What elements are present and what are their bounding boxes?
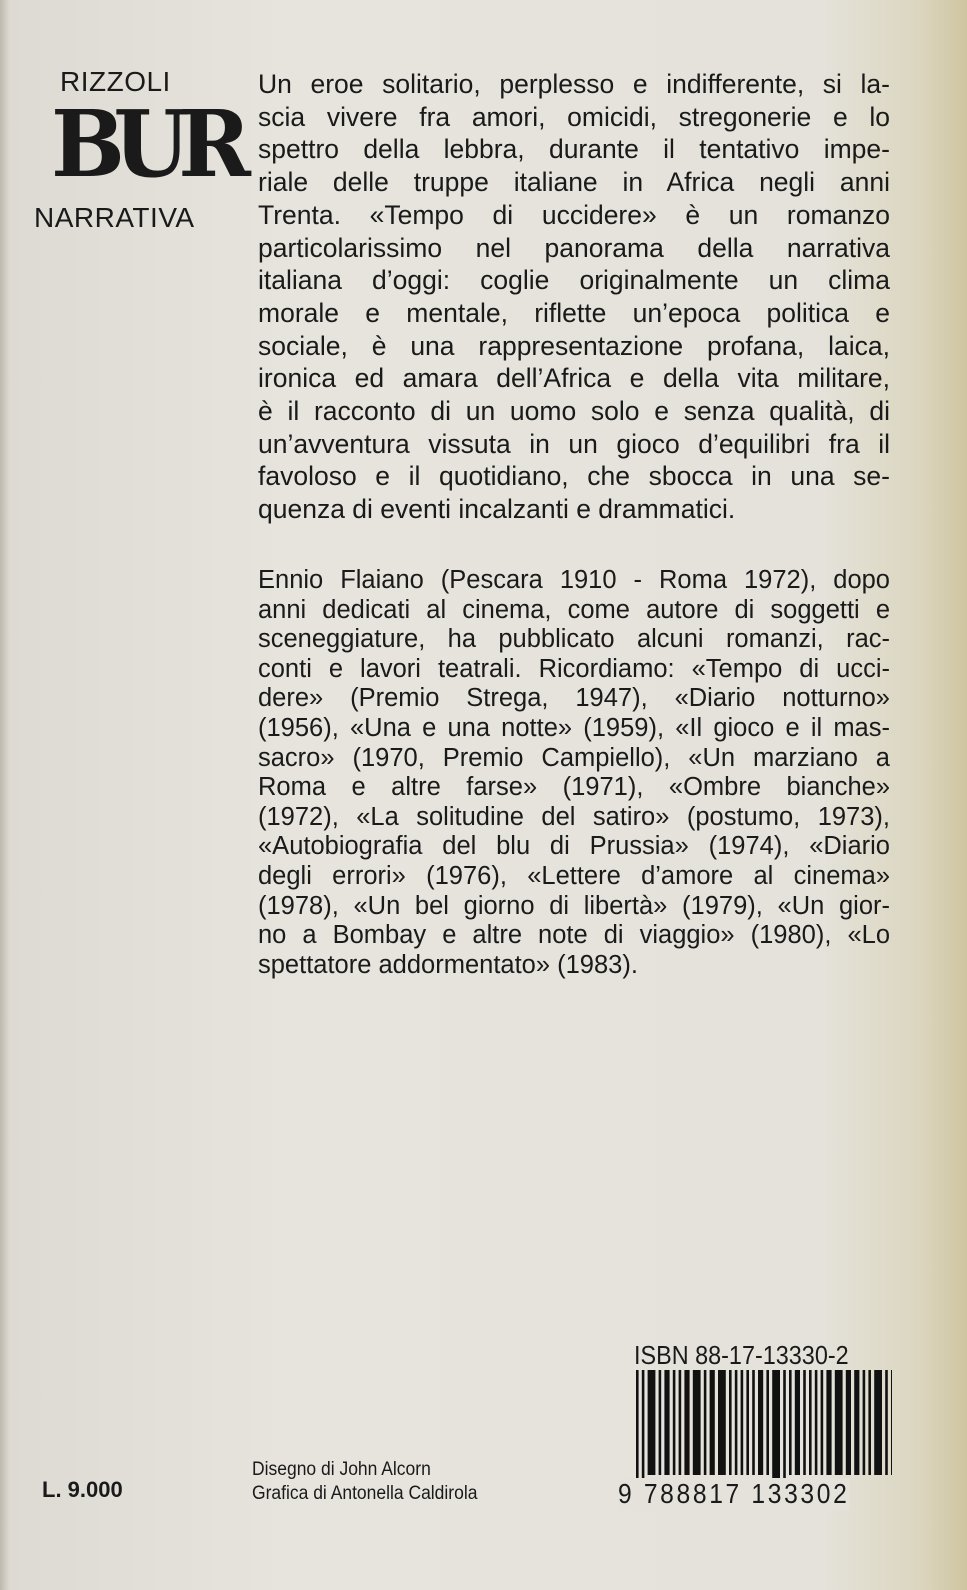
text-line: ironica ed amara dell’Africa e della vita militare, (258, 363, 890, 394)
text-line: sacro» (1970, Premio Campiello), «Un marziano a (258, 743, 890, 772)
credits (252, 1458, 477, 1506)
barcode-bar (826, 1370, 831, 1475)
text-line: favoloso e il quotidiano, che sbocca in una se- (258, 461, 890, 492)
text-line: riale delle truppe italiane in Africa negli anni (258, 167, 890, 198)
text-line: (1978), «Un bel giorno di libertà» (1979), «Un gior- (258, 891, 890, 920)
barcode-bar (684, 1370, 689, 1475)
blurb-paragraph (258, 68, 890, 526)
spine-edge (0, 0, 10, 1590)
barcode-bar (783, 1370, 786, 1485)
barcode-bar (752, 1370, 755, 1475)
text-line: dere» (Premio Strega, 1947), «Diario notturno» (258, 684, 890, 713)
barcode-bar (693, 1370, 701, 1475)
text-line: Un eroe solitario, perplesso e indifferente, si la- (258, 69, 890, 99)
barcode-bar (815, 1370, 818, 1475)
text-line: scia vivere fra amori, omicidi, stregonerie e lo (258, 101, 890, 132)
barcode-bar (846, 1370, 851, 1475)
barcode-bar (746, 1370, 749, 1475)
barcode-bar (673, 1370, 676, 1475)
text-line: spettro della lebbra, durante il tentativo impe- (258, 134, 890, 165)
barcode-bar (766, 1370, 769, 1475)
design-credit: Disegno di John Alcorn (252, 1459, 431, 1480)
bur-logo: BUR (50, 90, 240, 198)
text-line: Ennio Flaiano (Pescara 1910 - Roma 1972), dopo (258, 566, 890, 594)
author-bio-paragraph (258, 566, 890, 980)
barcode-bar (659, 1370, 662, 1475)
barcode-bar (642, 1370, 645, 1485)
barcode-bar (835, 1370, 843, 1475)
graphics-credit: Grafica di Antonella Caldirola (252, 1483, 478, 1504)
barcode-bar (854, 1370, 859, 1475)
barcode-bar (885, 1370, 888, 1475)
barcode-bar (636, 1370, 639, 1485)
text-line: «Autobiografia del blu di Prussia» (1974), «Diario (258, 832, 890, 861)
ean-digits: 9 788817 133302 (618, 1478, 850, 1509)
barcode-bar (891, 1370, 892, 1475)
barcode-bar (874, 1370, 882, 1475)
barcode-bar (803, 1370, 806, 1475)
barcode-bar (821, 1370, 824, 1475)
barcode-bar (789, 1370, 792, 1475)
barcode-bar (809, 1370, 812, 1475)
text-line: (1972), «La solitudine del satiro» (postumo, 1973), (258, 802, 890, 831)
text-line: sociale, è una rappresentazione profana, laica, (258, 330, 890, 361)
barcode-bar (735, 1370, 738, 1475)
text-line: anni dedicati al cinema, come autore di soggetti e (258, 595, 890, 624)
barcode (636, 1370, 892, 1485)
barcode-bar (729, 1370, 732, 1475)
text-line: quenza di eventi incalzanti e drammatici. (258, 494, 736, 525)
barcode-bar (868, 1370, 871, 1475)
barcode-bar (795, 1370, 800, 1475)
barcode-bar (679, 1370, 682, 1475)
price: L. 9.000 (42, 1477, 123, 1502)
barcode-bar (664, 1370, 669, 1475)
text-line: degli errori» (1976), «Lettere d’amore al cinema» (258, 861, 890, 890)
isbn: ISBN 88-17-13330-2 (634, 1340, 849, 1370)
text-line: morale e mentale, riflette un’epoca politica e (258, 297, 890, 328)
text-line: (1956), «Una e una notte» (1959), «Il gioco e il mas- (258, 713, 890, 742)
publisher-name: RIZZOLI (60, 66, 171, 97)
text-line: spettatore addormentato» (1983). (258, 950, 638, 979)
text-line: Trenta. «Tempo di uccidere» è un romanzo (258, 199, 890, 230)
barcode-bar (741, 1370, 744, 1475)
text-line: no a Bombay e altre note di viaggio» (1980), «Lo (258, 921, 890, 950)
text-line: italiana d’oggi: coglie originalmente un clima (258, 265, 890, 296)
barcode-bar (704, 1370, 707, 1475)
text-line: particolarissimo nel panorama della narrativa (258, 232, 890, 263)
barcode-bar (758, 1370, 763, 1475)
barcode-bar (863, 1370, 866, 1475)
barcode-bar (648, 1370, 656, 1475)
barcode-bar (710, 1370, 715, 1475)
text-line: un’avventura vissuta in un gioco d’equilibri fra il (258, 428, 890, 459)
text-line: sceneggiature, ha pubblicato alcuni romanzi, rac- (258, 625, 890, 654)
text-line: è il racconto di un uomo solo e senza qualità, di (258, 396, 890, 427)
text-line: conti e lavori teatrali. Ricordiamo: «Tempo di ucci- (258, 654, 890, 683)
barcode-bar (772, 1370, 780, 1485)
text-line: Roma e altre farse» (1971), «Ombre bianche» (258, 773, 890, 802)
series-name: NARRATIVA (34, 202, 195, 233)
barcode-bar (718, 1370, 726, 1475)
